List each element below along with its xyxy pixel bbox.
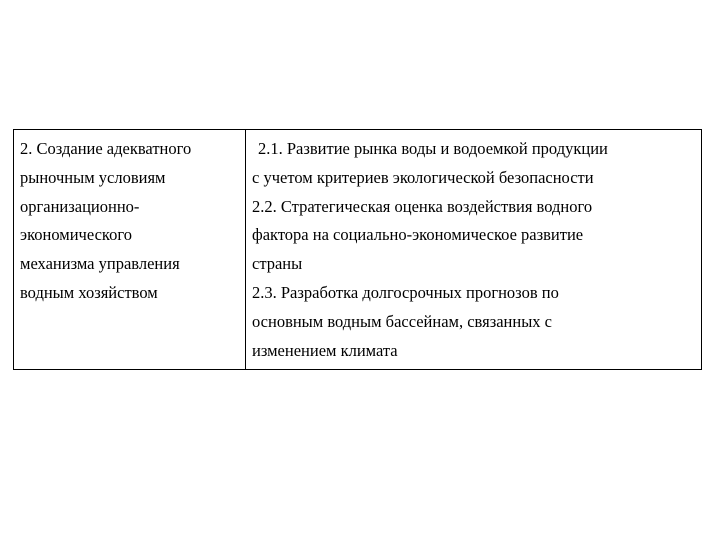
left-cell-line: 2. Создание адекватного bbox=[20, 139, 192, 158]
right-cell-line: 2.3. Разработка долгосрочных прогнозов по bbox=[252, 282, 559, 302]
right-cell-line: с учетом критериев экологической безопасности bbox=[252, 167, 594, 187]
right-cell-line: 2.1. Развитие рынка воды и водоемкой продукции bbox=[258, 139, 608, 158]
table-row bbox=[14, 130, 702, 370]
left-cell-line: организационно- bbox=[20, 196, 140, 216]
right-cell-line: страны bbox=[252, 254, 303, 274]
left-cell-line: рыночным условиям bbox=[20, 167, 166, 187]
right-cell-line: фактора на социально-экономическое развитие bbox=[252, 225, 584, 245]
right-cell bbox=[246, 130, 702, 370]
left-cell-line: механизма управления bbox=[20, 254, 180, 274]
left-cell-line: водным хозяйством bbox=[20, 282, 158, 302]
right-cell-line: основным водным бассейнам, связанных с bbox=[252, 311, 553, 331]
left-cell-line: экономического bbox=[20, 225, 132, 245]
left-cell bbox=[14, 130, 246, 370]
content-table bbox=[13, 129, 702, 370]
right-cell-line: 2.2. Стратегическая оценка воздействия водного bbox=[252, 196, 593, 216]
right-cell-line: изменением климата bbox=[252, 340, 398, 360]
